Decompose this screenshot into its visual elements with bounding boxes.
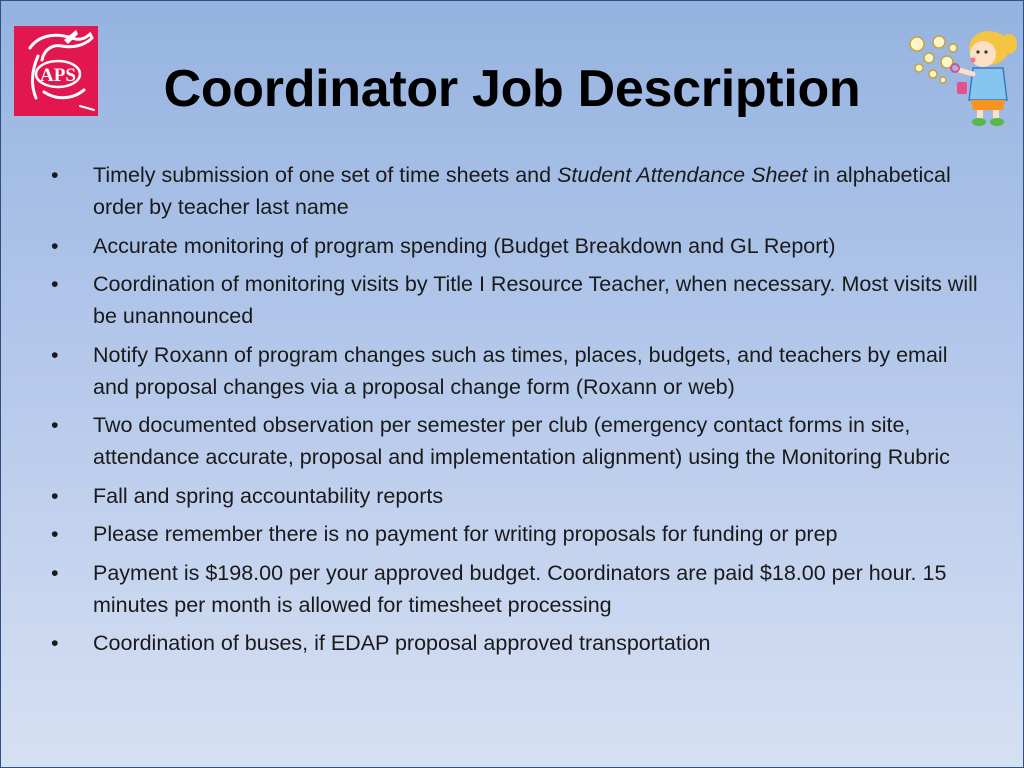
- bullet-dot: •: [51, 163, 59, 187]
- bullet-text: Coordination of buses, if EDAP proposal approved transportation: [93, 631, 711, 655]
- bullet-item: [51, 518, 986, 550]
- bullet-item: [51, 268, 986, 332]
- bullet-dot: •: [51, 233, 59, 258]
- bullet-text-emphasis: Student Attendance Sheet: [557, 163, 808, 187]
- bullet-dot: •: [51, 522, 59, 546]
- bullet-dot: •: [51, 272, 59, 296]
- bullet-item: [51, 230, 986, 262]
- bullet-text: Fall and spring accountability reports: [93, 483, 444, 508]
- bullet-dot: •: [51, 483, 59, 508]
- bullet-text: Coordination of monitoring visits by Title I Resource Teacher, when necessary. Most visits will be unannounced: [93, 272, 978, 328]
- slide-title: Coordinator Job Description: [163, 60, 861, 118]
- bullet-item: [51, 339, 986, 403]
- bullet-text: Timely submission of one set of time sheets and: [93, 163, 558, 187]
- logo-text: APS: [40, 65, 76, 86]
- bullet-list: [51, 159, 986, 666]
- bullet-item: [51, 480, 986, 512]
- bullet-dot: •: [51, 342, 59, 367]
- bullet-text: Accurate monitoring of program spending (Budget Breakdown and GL Report): [93, 233, 836, 258]
- bullet-item: [51, 159, 986, 223]
- bullet-item: [51, 627, 986, 659]
- bullet-text: Notify Roxann of program changes such as times, places, budgets, and teachers by email and proposal changes via a proposal change form (Roxann or web): [93, 342, 948, 399]
- bullet-text: Please remember there is no payment for writing proposals for funding or prep: [93, 522, 838, 546]
- bullet-dot: •: [51, 631, 59, 655]
- bullet-item: [51, 557, 986, 621]
- bullet-text: Payment is $198.00 per your approved budget. Coordinators are paid $18.00 per hour. 15 minutes per month is allowed for timesheet processing: [93, 560, 947, 617]
- bullet-item: [51, 409, 986, 473]
- bullet-text: Two documented observation per semester per club (emergency contact forms in site, attendance accurate, proposal and implementation alignment) using the Monitoring Rubric: [93, 413, 950, 469]
- bullet-dot: •: [51, 560, 59, 585]
- bullet-dot: •: [51, 413, 59, 437]
- bullet-text: in alphabetical order by teacher last name: [93, 163, 951, 219]
